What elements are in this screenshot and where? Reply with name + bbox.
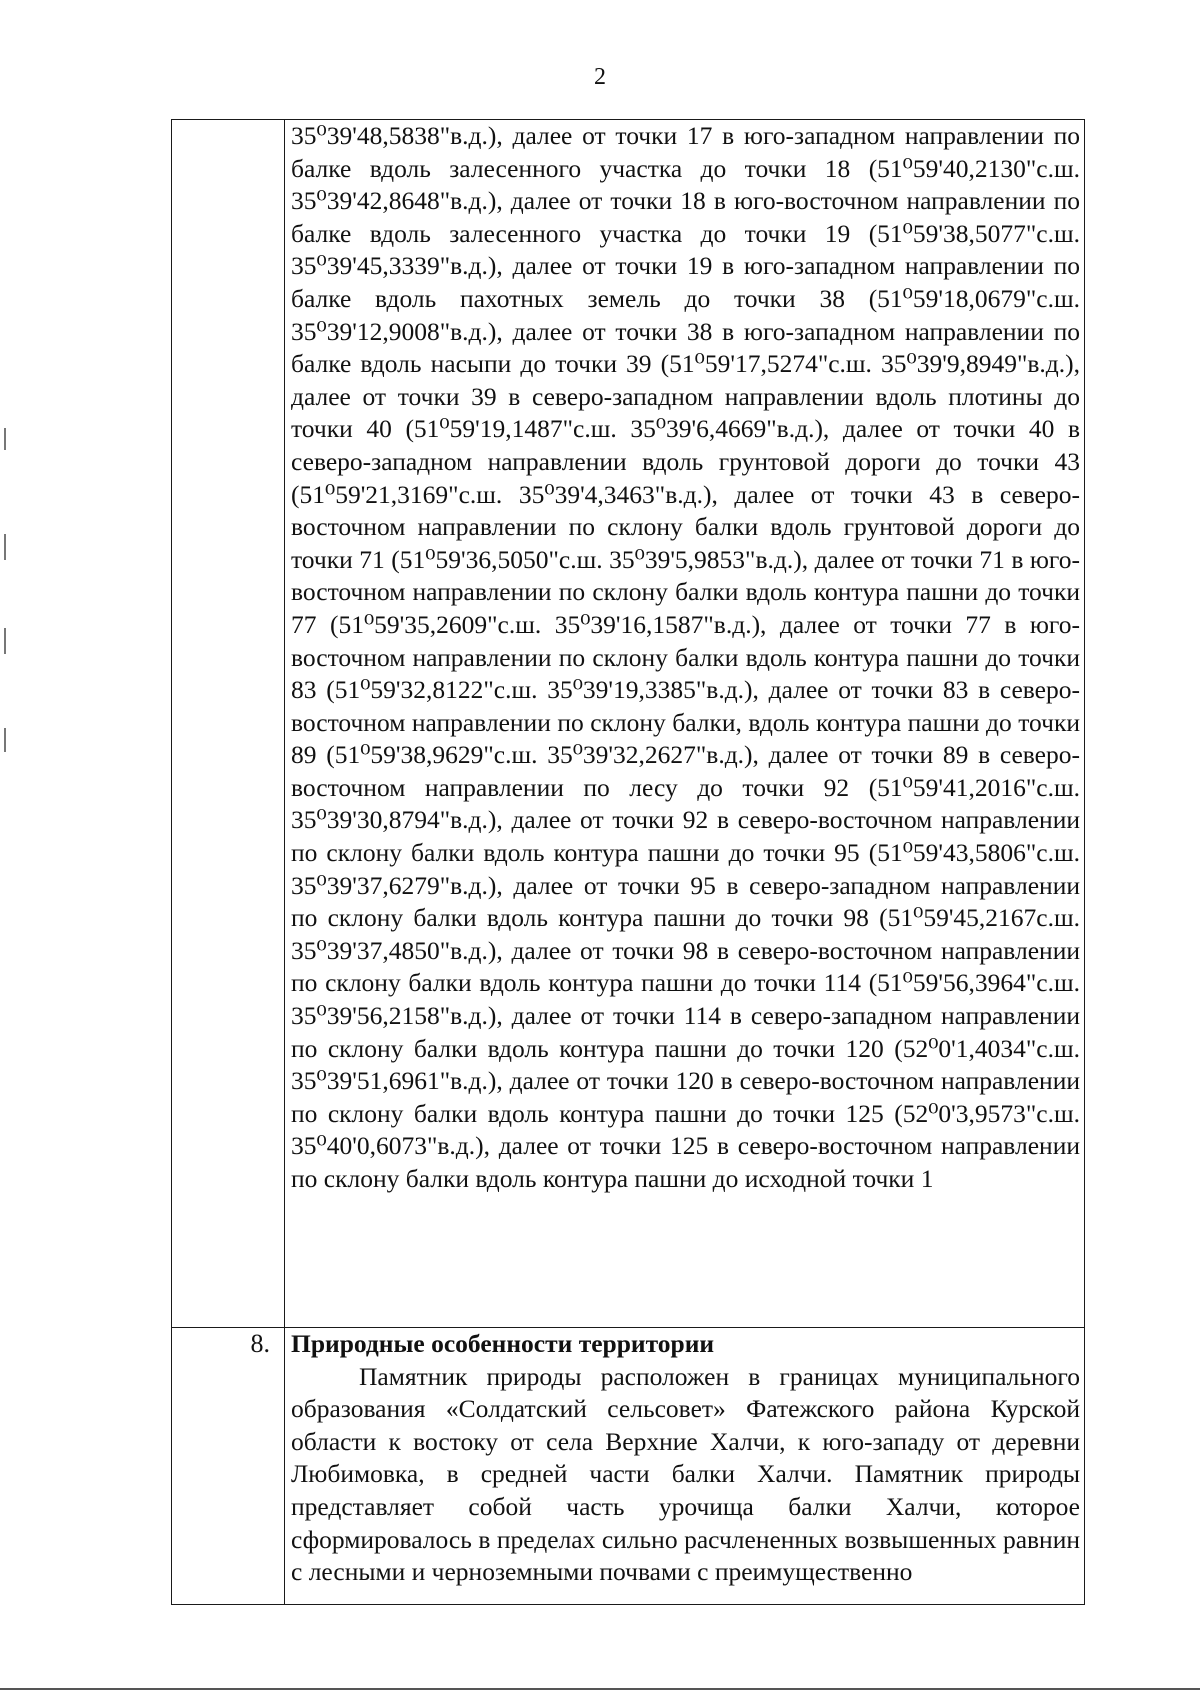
scan-bottom-edge [0,1688,1200,1690]
scan-margin-mark [4,728,6,752]
boundary-description-text: 35⁰39'48,5838"в.д.), далее от точки 17 в юго-западном направлении по балке вдоль залесенного участка до точки 18 (51⁰59'40,2130"с.ш. 35⁰39'42,8648"в.д.), далее от точки 18 в юго-восточном направлении по балке вдоль залесенного участка до точки 19 (51⁰59'38,5077"с.ш. 35⁰39'45,3339"в.д.), далее от точки 19 в юго-западном направлении по балке вдоль пахотных земель до точки 38 (51⁰59'18,0679"с.ш. 35⁰39'12,9008"в.д.), далее от точки 38 в юго-западном направлении по балке вдоль насыпи до точки 39 (51⁰59'17,5274"с.ш. 35⁰39'9,8949"в.д.), далее от точки 39 в северо-западном направлении вдоль плотины до точки 40 (51⁰59'19,1487"с.ш. 35⁰39'6,4669"в.д.), далее от точки 40 в северо-западном направлении вдоль грунтовой дороги до точки 43 (51⁰59'21,3169"с.ш. 35⁰39'4,3463"в.д.), далее от точки 43 в северо-восточном направлении по склону балки вдоль грунтовой дороги до точки 71 (51⁰59'36,5050"с.ш. 35⁰39'5,9853"в.д.), далее от точки 71 в юго-восточном направлении по склону балки вдоль контура пашни до точки 77 (51⁰59'35,2609"с.ш. 35⁰39'16,1587"в.д.), далее от точки 77 в юго-восточном направлении по склону балки вдоль контура пашни до точки 83 (51⁰59'32,8122"с.ш. 35⁰39'19,3385"в.д.), далее от точки 83 в северо-восточном направлении по склону балки, вдоль контура пашни до точки 89 (51⁰59'38,9629"с.ш. 35⁰39'32,2627"в.д.), далее от точки 89 в северо-восточном направлении по лесу до точки 92 (51⁰59'41,2016"с.ш. 35⁰39'30,8794"в.д.), далее от точки 92 в северо-восточном направлении по склону балки вдоль контура пашни до точки 95 (51⁰59'43,5806"с.ш. 35⁰39'37,6279"в.д.), далее от точки 95 в северо-западном направлении по склону балки вдоль контура пашни до точки 98 (51⁰59'45,2167с.ш. 35⁰39'37,4850"в.д.), далее от точки 98 в северо-восточном направлении по склону балки вдоль контура пашни до точки 114 (51⁰59'56,3964"с.ш. 35⁰39'56,2158"в.д.), далее от точки 114 в северо-западном направлении по склону балки вдоль контура пашни до точки 120 (52⁰0'1,4034"с.ш. 35⁰39'51,6961"в.д.), далее от точки 120 в северо-восточном направлении по склону балки вдоль контура пашни до точки 125 (52⁰0'3,9573"с.ш. 35⁰40'0,6073"в.д.), далее от точки 125 в северо-восточном направлении по склону балки вдоль контура пашни до исходной точки 1 [291,121,1080,1193]
table-row [172,120,1085,1328]
page-number: 2 [594,64,606,90]
scan-margin-mark [4,428,6,450]
row-number-cell [172,120,285,1328]
boundary-description-table [171,119,1085,1605]
row-number-cell: 8. [172,1328,285,1605]
table-row [172,1328,1085,1605]
natural-features-cell [285,1328,1085,1605]
section-title: Природные особенности территории [291,1329,715,1358]
scan-margin-mark [4,628,6,654]
boundary-text-cell [285,120,1085,1328]
scan-margin-mark [4,534,6,560]
natural-features-text: Памятник природы расположен в границах муниципального образования «Солдатский сельсовет» Фатежского района Курской области к востоку от села Верхние Халчи, к юго-западу от деревни Любимовка, в средней части балки Халчи. Памятник природы представляет собой часть урочища балки Халчи, которое сформировалось в пределах сильно расчлененных возвышенных равнин с лесными и черноземными почвами с преимущественно [291,1361,1080,1587]
